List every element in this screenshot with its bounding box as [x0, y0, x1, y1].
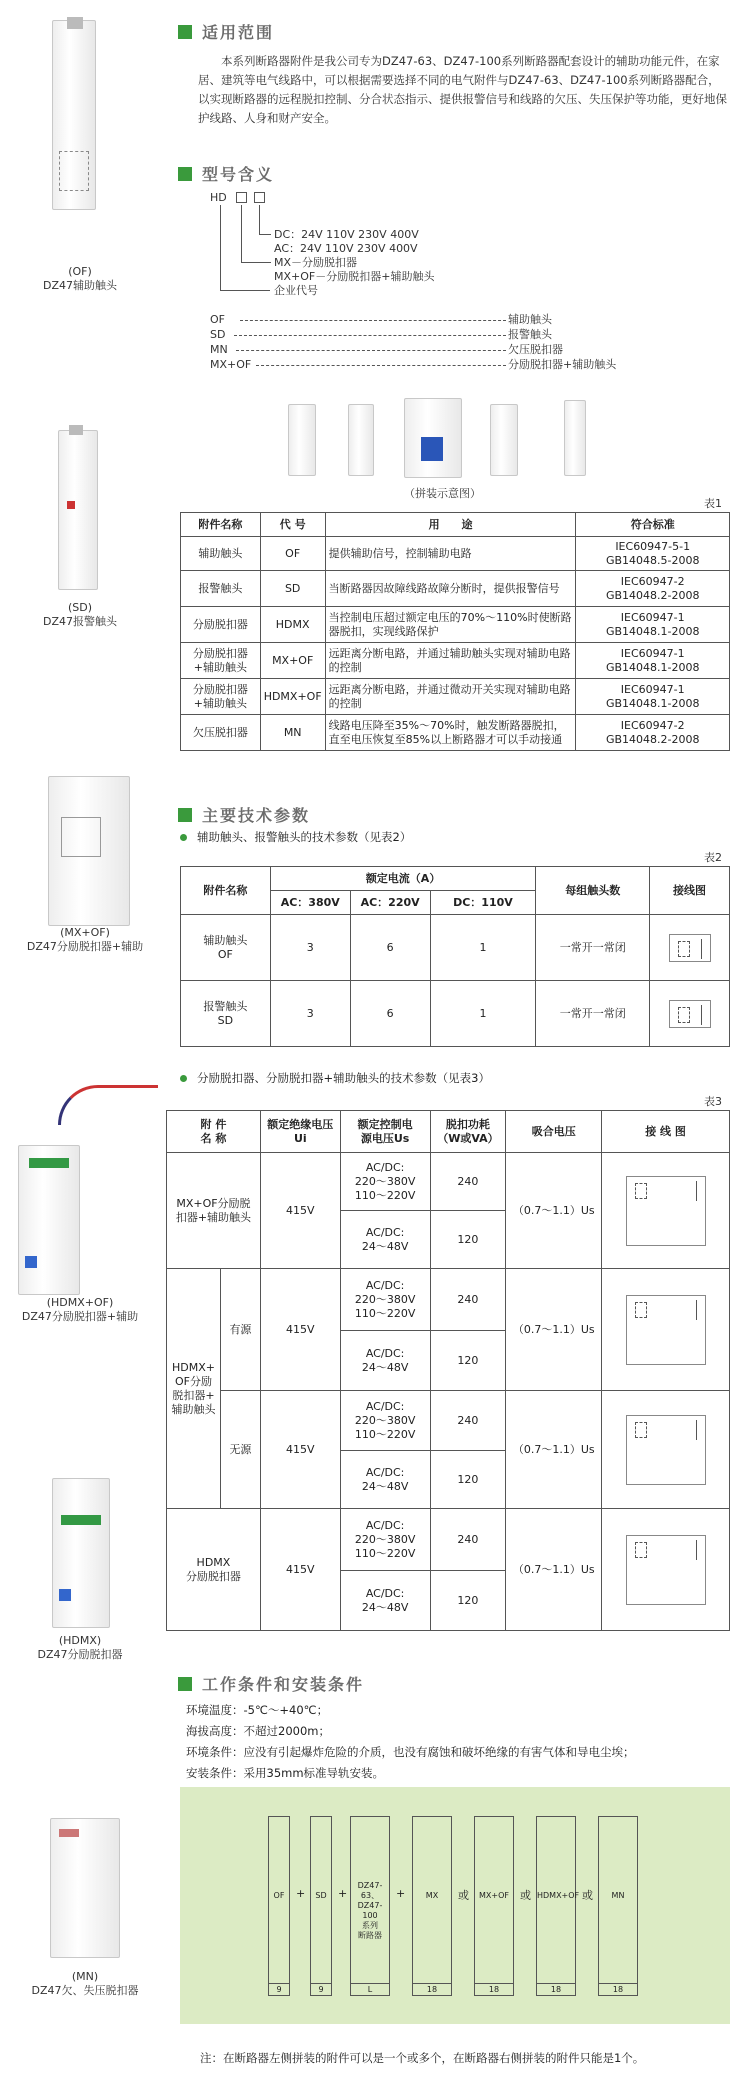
assembly-slot: MX+OF 18 [474, 1816, 514, 1996]
assembly-diagram [180, 1787, 730, 2024]
table-row: AC/DC: 24～48V 120 [167, 1571, 730, 1631]
aux-contact-table: 附件名称 额定电流（A） 每组触头数 接线图 AC：380V AC：220V DC：110V 辅助触头 OF 3 6 1 一常开一常闭 报警触头 SD 3 6 1 一常开一常闭 [180, 866, 730, 1047]
table-row: AC/DC: 24～48V 120 [167, 1451, 730, 1509]
table-row: HDMX+ OF分励 脱扣器+ 辅助触头 有源 415V AC/DC: 220～380V 110～220V 240 （0.7～1.1）Us [167, 1269, 730, 1331]
table-header: 用 途 [325, 513, 576, 537]
accessory-table [180, 512, 730, 751]
table-row: 分励脱扣器 +辅助触头 MX+OF 远距离分断电路，并通过辅助触头实现对辅助电路的控制 IEC60947-1 GB14048.1-2008 [181, 643, 730, 679]
table-label: 表2 [704, 851, 722, 864]
section-marker-icon [178, 808, 192, 822]
section-marker-icon [178, 167, 192, 181]
plus-sign: + [296, 1887, 306, 1900]
section-title: 工作条件和安装条件 [202, 1675, 365, 1694]
table-row: 报警触头 SD 3 6 1 一常开一常闭 [181, 981, 730, 1047]
bullet-dot-icon [180, 1075, 187, 1082]
intro-paragraph: 本系列断路器附件是我公司专为DZ47-63、DZ47-100系列断路器配套设计的辅助功能元件，在家居、建筑等电气线路中，可以根据需要选择不同的电气附件与DZ47-63、DZ47-100系列断路器配合，以实现断路器的远程脱扣控制、分合状态指示、提供报警信号和线路的欠压、失压保护等功能，更好地保护线路、人身和财产安全。 [198, 54, 727, 125]
table-header: 符合标准 [576, 513, 730, 537]
wiring-diagram-icon [669, 1000, 711, 1028]
section-title: 型号含义 [202, 165, 275, 184]
table-row: 辅助触头 OF 3 6 1 一常开一常闭 [181, 915, 730, 981]
section-heading-conditions [178, 1672, 364, 1695]
assembly-slot: SD 9 [310, 1816, 332, 1996]
conditions-list: 环境温度：-5℃～+40℃； 海拔高度：不超过2000m； 环境条件：应没有引起爆炸危险的介质，也没有腐蚀和破坏绝缘的有害气体和导电尘埃； 安装条件：采用35mm标准导轨安装。 [186, 1703, 635, 1780]
section-heading-scope [178, 20, 274, 43]
assembly-slot: OF 9 [268, 1816, 290, 1996]
assembly-slot: DZ47-63、 DZ47-100 系列 断路器 L [350, 1816, 390, 1996]
table-header: 代 号 [260, 513, 325, 537]
table-row: AC/DC: 24～48V 120 [167, 1211, 730, 1269]
table-row: AC/DC: 24～48V 120 [167, 1331, 730, 1391]
or-sign: 或 [458, 1889, 469, 1902]
bullet-aux: 辅助触头、报警触头的技术参数（见表2） [180, 829, 411, 845]
plus-sign: + [396, 1887, 406, 1900]
wiring-diagram-icon [626, 1415, 706, 1485]
table-row: 无源 415V AC/DC: 220～380V 110～220V 240 （0.7～1.1）Us [167, 1391, 730, 1451]
table-label: 表3 [704, 1095, 722, 1108]
assembly-slot: HDMX+OF 18 [536, 1816, 576, 1996]
table-row: 欠压脱扣器 MN 线路电压降至35%～70%时，触发断路器脱扣，直至电压恢复至85%以上断路器才可以手动接通 IEC60947-2 GB14048.2-2008 [181, 715, 730, 751]
table-row: 辅助触头 OF 提供辅助信号，控制辅助电路 IEC60947-5-1 GB14048.5-2008 [181, 537, 730, 571]
table-row: 报警触头 SD 当断路器因故障线路故障分断时，提供报警信号 IEC60947-2 GB14048.2-2008 [181, 571, 730, 607]
section-marker-icon [178, 25, 192, 39]
wiring-diagram-icon [626, 1176, 706, 1246]
table-row: HDMX 分励脱扣器 415V AC/DC: 220～380V 110～220V 240 （0.7～1.1）Us [167, 1509, 730, 1571]
wiring-diagram-icon [626, 1295, 706, 1365]
wiring-diagram-icon [626, 1535, 706, 1605]
section-heading-tech [178, 803, 310, 826]
section-marker-icon [178, 1677, 192, 1691]
section-title: 适用范围 [202, 23, 275, 42]
wiring-diagram-icon [669, 934, 711, 962]
bullet-shunt: 分励脱扣器、分励脱扣器+辅助触头的技术参数（见表3） [180, 1070, 490, 1086]
plus-sign: + [338, 1887, 348, 1900]
table-header: 附件名称 [181, 513, 261, 537]
shunt-release-table: 附 件 名 称 额定绝缘电压 Ui 额定控制电 源电压Us 脱扣功耗 （W或VA） 吸合电压 接 线 图 MX+OF分励脱 扣器+辅助触头 415V AC/DC: 220～380V 110～220V 240 （0.7～1.1）Us AC/DC: 24～48V 120 HDMX+ OF分励 脱扣器+ 辅助触头 有源 415V AC/DC: 220～380V 110～220V 240 （0.7～1.1）Us AC/DC: 24～48V 120 无源 415V AC/DC: 220～380V 110～220V 240 （0.7～1.1）Us AC/DC: 24～48V 120 HDMX 分励脱扣器 415V AC/DC: 220～380V 110～220V 240 （0.7～1.1）Us AC/DC: 24～48V 120 [166, 1110, 730, 1631]
table-row: MX+OF分励脱 扣器+辅助触头 415V AC/DC: 220～380V 110～220V 240 （0.7～1.1）Us [167, 1153, 730, 1211]
assembly-slot: MX 18 [412, 1816, 452, 1996]
table-row: 分励脱扣器 HDMX 当控制电压超过额定电压的70%～110%时使断路器脱扣，实现线路保护 IEC60947-1 GB14048.1-2008 [181, 607, 730, 643]
table-row: 分励脱扣器 +辅助触头 HDMX+OF 远距离分断电路，并通过微动开关实现对辅助电路的控制 IEC60947-1 GB14048.1-2008 [181, 679, 730, 715]
bullet-dot-icon [180, 834, 187, 841]
assembly-slot: MN 18 [598, 1816, 638, 1996]
or-sign: 或 [582, 1889, 593, 1902]
assembly-note: 注：在断路器左侧拼装的附件可以是一个或多个，在断路器右侧拼装的附件只能是1个。 [200, 2051, 645, 2065]
or-sign: 或 [520, 1889, 531, 1902]
section-heading-model [178, 162, 274, 185]
section-title: 主要技术参数 [202, 806, 311, 825]
table-label: 表1 [704, 497, 722, 510]
